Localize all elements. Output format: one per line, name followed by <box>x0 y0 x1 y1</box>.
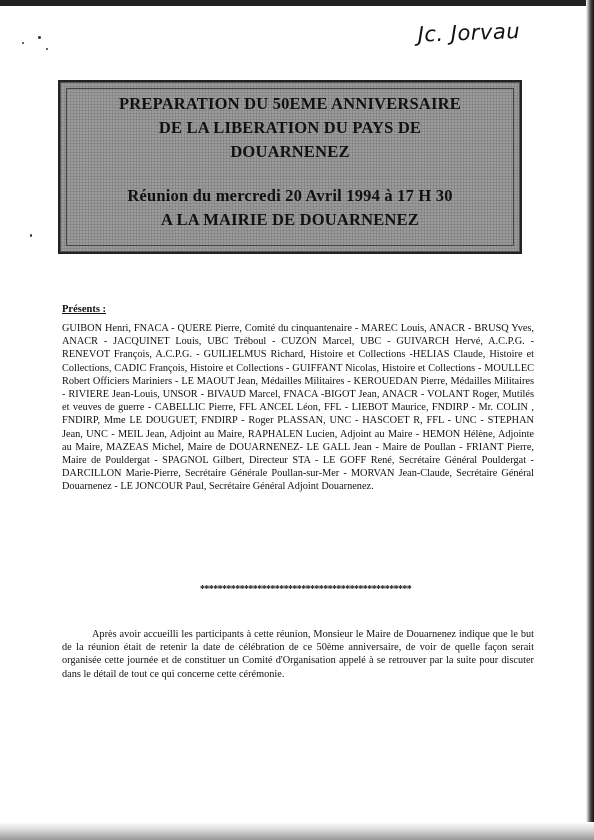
scan-speck <box>30 234 32 237</box>
title-line-1: PREPARATION DU 50EME ANNIVERSAIRE <box>119 94 461 113</box>
scan-speck <box>22 42 24 44</box>
title-line-2: DE LA LIBERATION DU PAYS DE <box>158 118 422 137</box>
separator-line: ************************************************ <box>200 584 412 595</box>
meeting-date-line: Réunion du mercredi 20 Avril 1994 à 17 H 30 <box>127 186 453 205</box>
title-line-3: DOUARNENEZ <box>230 142 350 161</box>
scan-edge-right <box>586 0 594 840</box>
meeting-place-line: A LA MAIRIE DE DOUARNENEZ <box>160 210 420 229</box>
intro-paragraph: Après avoir accueilli les participants à cette réunion, Monsieur le Maire de Douarnenez indique que le but de la réunion était de retenir la date de célébration de ce 50ème anniversaire, de voir de quelle façon serait organisée cette journée et de constituer un Comité d'Organisation appelé à se retrouver par la suite pour discuter dans le détail de tout ce qui concerne cette cérémonie. <box>62 629 534 680</box>
scan-edge-top <box>0 0 594 6</box>
scan-speck <box>38 36 41 39</box>
presents-heading: Présents : <box>62 304 107 315</box>
scan-speck <box>46 48 48 50</box>
attendees-list: GUIBON Henri, FNACA - QUERE Pierre, Comité du cinquantenaire - MAREC Louis, ANACR - BRUSQ Yves, ANACR - JACQUINET Louis, UBC Tréboul - CUZON Marcel, UBC - GUIVARCH Hervé, A.C.P.G. - RENEVOT François, A.C.P.G. - GUILIELMUS Richard, Histoire et Collections -HELIAS Claude, Histoire et Collections, CADIC François, Histoire et Collections - GUIFFANT Nicolas, Histoire et Collections - MOULLEC Robert Officiers Mariniers - LE MAOUT Jean, Médailles Militaires - KEROUEDAN Pierre, Médailles Militaires - RIVIERE Jean-Louis, UNSOR - BIVAUD Marcel, FNACA -BIGOT Jean, ANACR - VOLANT Roger, Mutilés et veuves de guerre - CABELLIC Pierre, FFL ANCEL Léon, FFL - LIEBOT Maurice, FNDIRP - Mr. COLIN , FNDIRP, Mme LE DOUGUET, FNDIRP - Roger PLASSAN, UNC - HASCOET R, FFL - UNC - STEPHAN Jean, UNC - MEIL Jean, Adjoint au Maire, RAPHALEN Lucien, Adjoint au Maire - HEMON Hélène, Adjointe au Maire, MAZEAS Michel, Maire de DOUARNENEZ- LE GALL Jean - Maire de Poullan - FRIANT Pierre, Maire de Pouldergat - SPAGNOL Gilbert, Directeur STA - LE GOFF René, Secrétaire Général Pouldergat - DARCILLON Marie-Pierre, Secrétaire Générale Poullan-sur-Mer - MORVAN Jean-Claude, Secrétaire Général Douarnenez - LE JONCOUR Paul, Secrétaire Général Adjoint Douarnenez. <box>62 323 534 493</box>
scan-edge-bottom <box>0 822 594 840</box>
title-box <box>58 80 522 254</box>
handwritten-note: Jc. Jorvau <box>417 19 521 47</box>
